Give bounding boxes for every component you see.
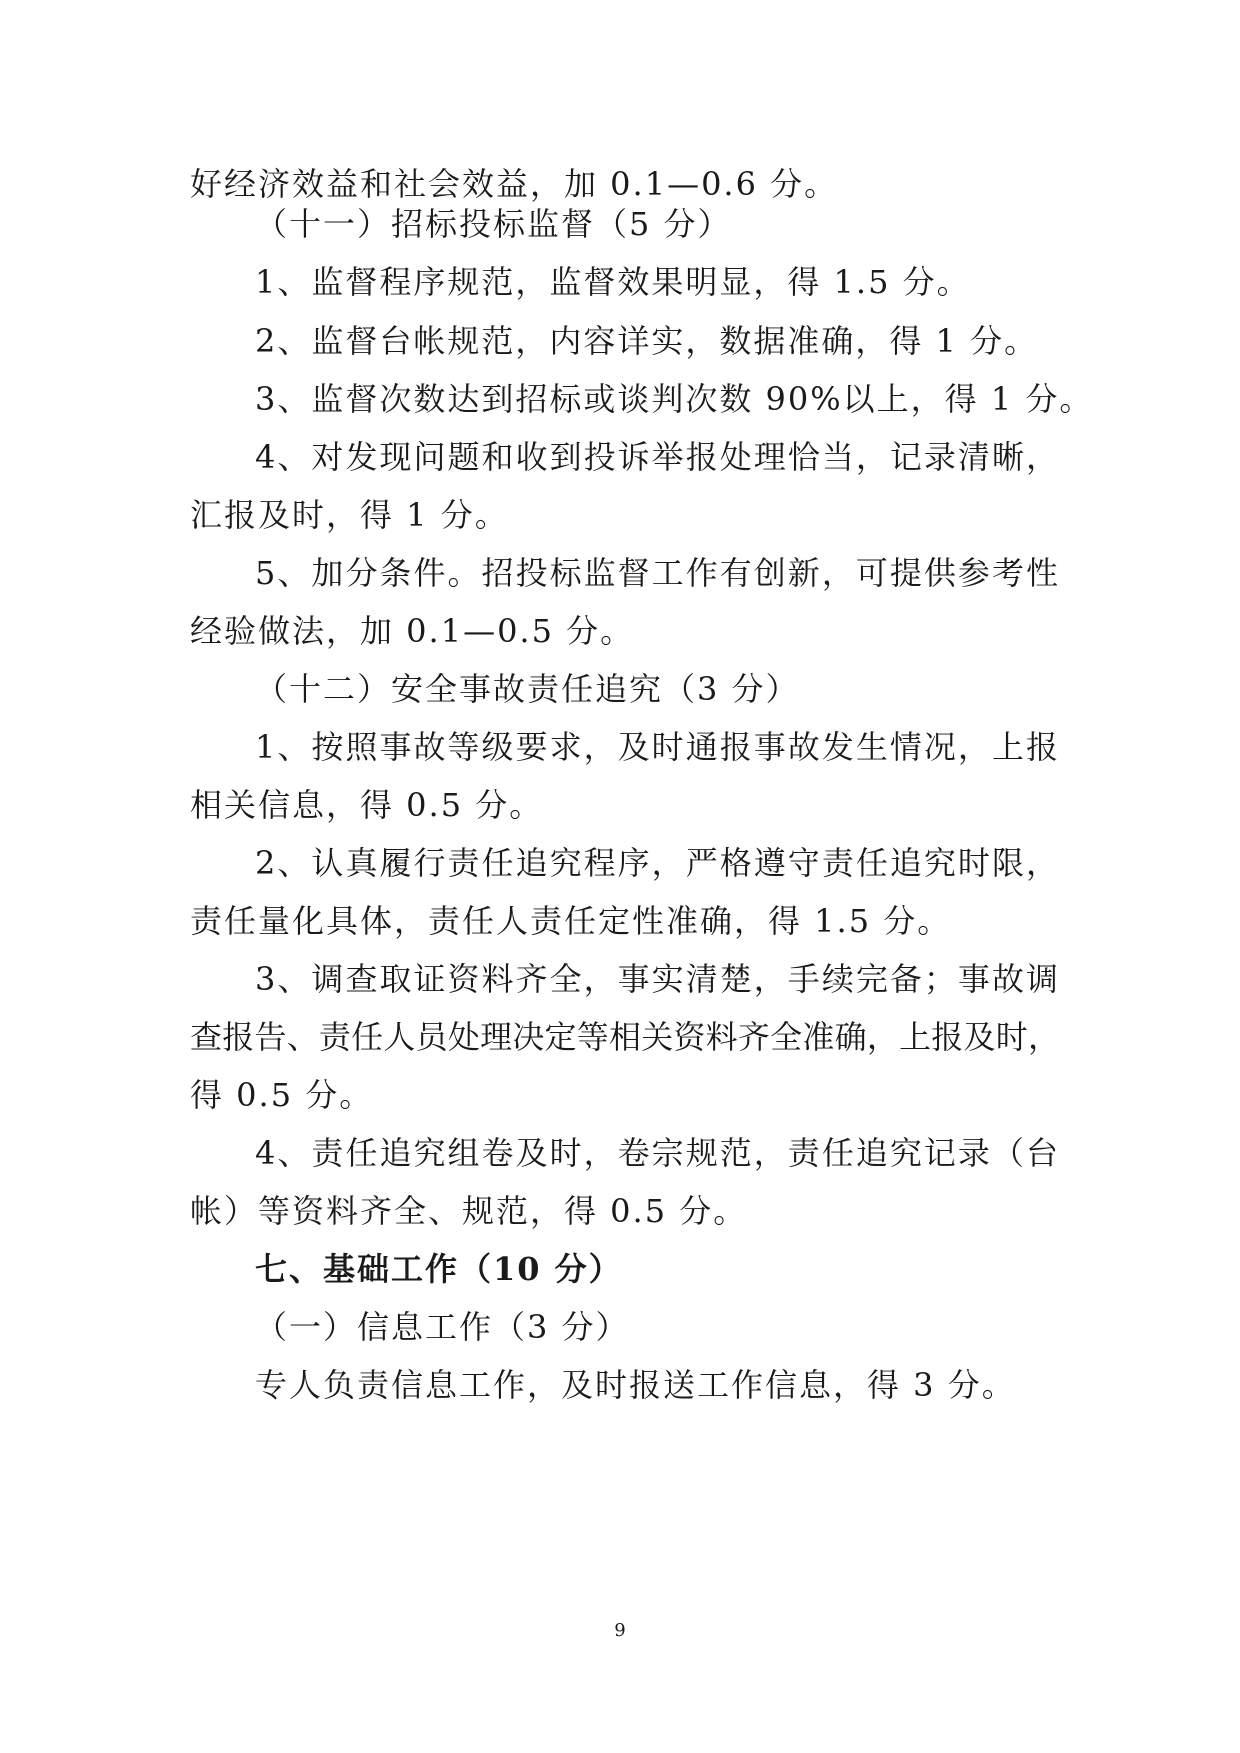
text-line: 相关信息，得 0.5 分。: [190, 786, 544, 824]
text-line: 好经济效益和社会效益，加 0.1—0.6 分。: [190, 165, 839, 203]
text-line: 专人负责信息工作，及时报送工作信息，得 3 分。: [255, 1366, 1016, 1404]
text-line: 责任量化具体，责任人责任定性准确，得 1.5 分。: [190, 902, 952, 940]
text-line: 经验做法，加 0.1—0.5 分。: [190, 612, 635, 650]
text-line: 2、认真履行责任追究程序，严格遵守责任追究时限，: [255, 844, 1060, 882]
text-line: 1、按照事故等级要求，及时通报事故发生情况，上报: [255, 728, 1060, 766]
text-line: 汇报及时，得 1 分。: [190, 496, 509, 534]
text-line: 4、对发现问题和收到投诉举报处理恰当，记录清晰，: [255, 438, 1060, 476]
text-line: 5、加分条件。招投标监督工作有创新，可提供参考性: [255, 554, 1060, 592]
text-line: 3、调查取证资料齐全，事实清楚，手续完备；事故调: [255, 960, 1060, 998]
text-line: 得 0.5 分。: [190, 1076, 374, 1114]
section-heading: （一）信息工作（3 分）: [255, 1308, 630, 1346]
page-number: 9: [614, 1620, 626, 1641]
text-line: 查报告、责任人员处理决定等相关资料齐全准确，上报及时，: [190, 1018, 1060, 1056]
chapter-heading: 七、基础工作（10 分）: [255, 1250, 623, 1288]
text-line: 3、监督次数达到招标或谈判次数 90%以上，得 1 分。: [255, 380, 1094, 418]
text-line: 帐）等资料齐全、规范，得 0.5 分。: [190, 1192, 748, 1230]
text-line: 2、监督台帐规范，内容详实，数据准确，得 1 分。: [255, 322, 1039, 360]
section-heading: （十二）安全事故责任追究（3 分）: [255, 670, 800, 708]
section-heading: （十一）招标投标监督（5 分）: [255, 205, 732, 243]
text-line: 4、责任追究组卷及时，卷宗规范，责任追究记录（台: [255, 1134, 1060, 1172]
text-line: 1、监督程序规范，监督效果明显，得 1.5 分。: [255, 263, 971, 301]
